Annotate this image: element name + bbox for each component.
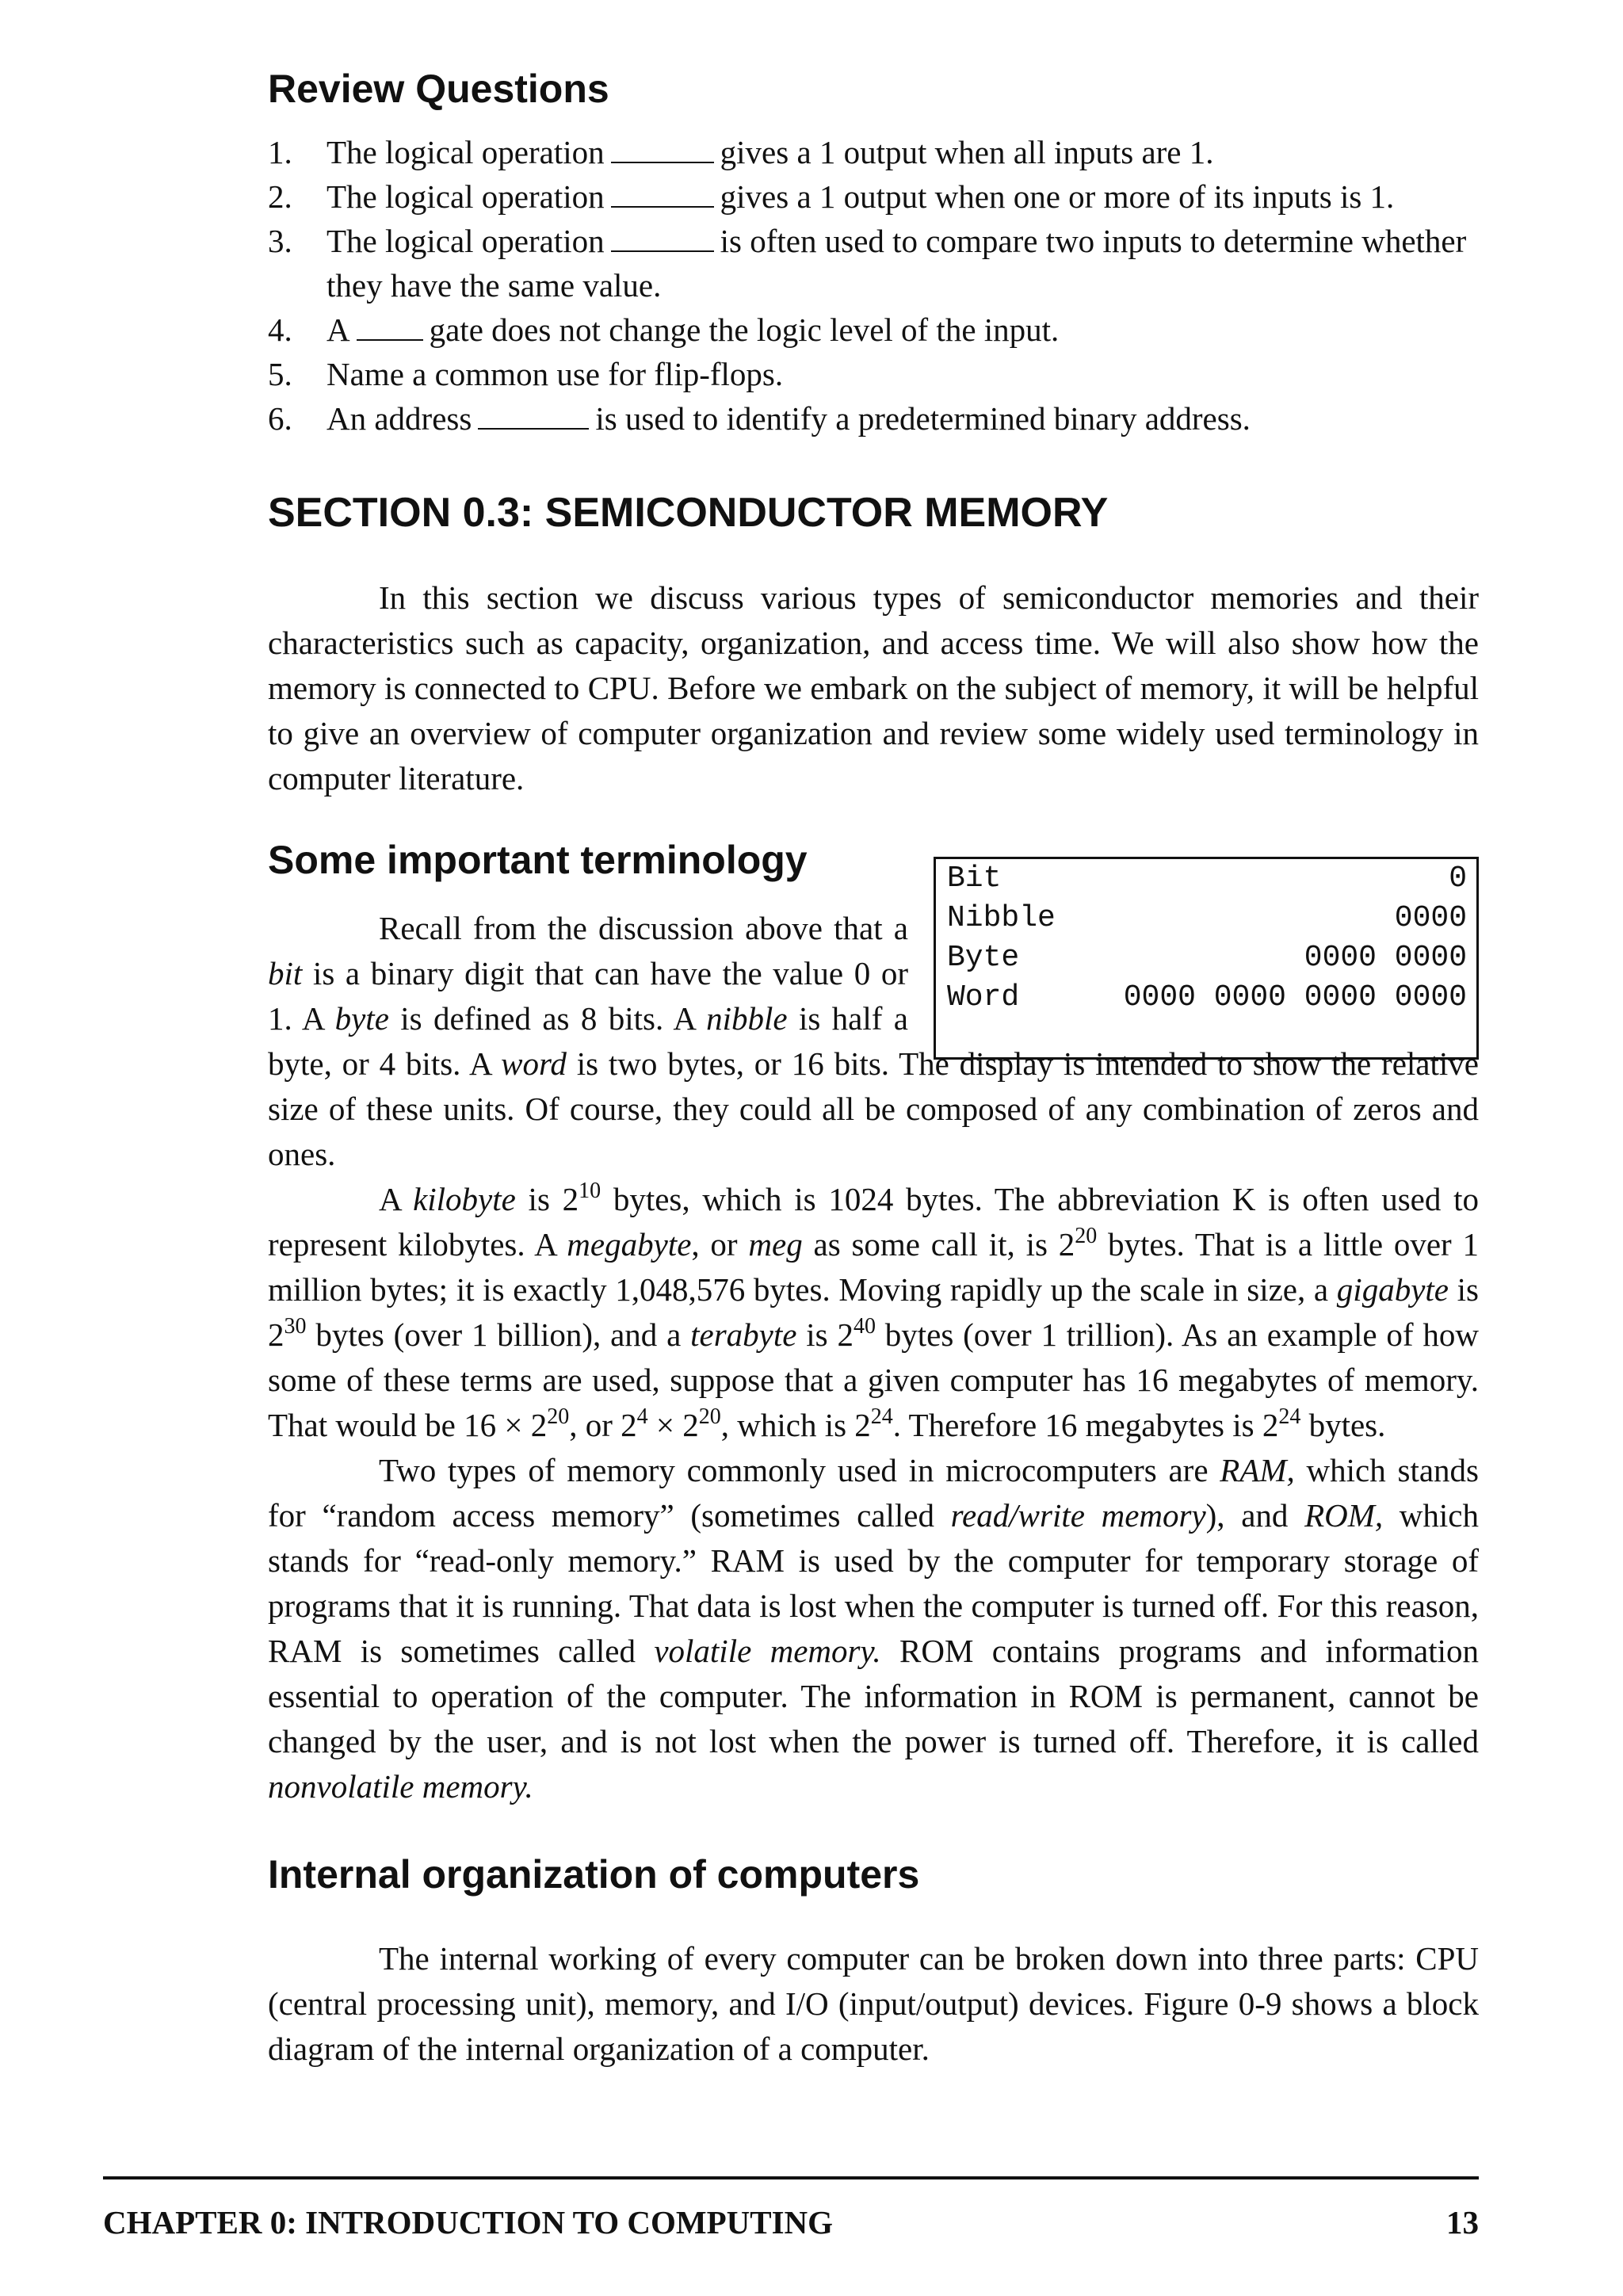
answer-blank: [611, 179, 714, 208]
word-label: Word: [947, 980, 1020, 1015]
text-run: which stands for “read-only memory.” RAM is used by the computer for temporary storage of programs that it is running. That data is lost when the computer is turned off. For this reason, RAM is sometimes called: [268, 1497, 1479, 1670]
terminology-heading: Some important terminology: [268, 838, 808, 883]
exponent: 24: [1278, 1404, 1301, 1430]
terminology-paragraph-2: [268, 1177, 1479, 1448]
question-text-b: is used to identify a predetermined binary address.: [595, 400, 1251, 437]
review-questions-heading: Review Questions: [268, 67, 609, 111]
text-run: is two bytes, or 16 bits. The display is intended to show the relative size of these units. Of course, they could all be composed of any combination of zeros and ones.: [268, 1045, 1479, 1173]
term-meg: meg: [748, 1226, 803, 1263]
question-text-b: is often used to compare two inputs to determine whether they have the same value.: [327, 223, 1467, 304]
nibble-row: [947, 899, 1467, 938]
question-text-a: The logical operation: [327, 134, 605, 170]
text-run: which stands for “random access memory” (sometimes called: [268, 1452, 1480, 1534]
exponent: 10: [579, 1179, 601, 1204]
question-number: 5.: [268, 356, 292, 392]
internal-organization-heading: Internal organization of computers: [268, 1852, 920, 1897]
exponent: 20: [1075, 1224, 1098, 1249]
section-intro-paragraph: In this section we discuss various types of semiconductor memories and their characteristics such as capacity, organization, and access time. We will also show how the memory is connected to CPU. Before we embark on the subject of memory, it will be helpful to give an overview of computer organization and review some widely used terminology in computer literature.: [268, 579, 1479, 797]
bit-size-display: [934, 857, 1479, 1060]
nibble-label: Nibble: [947, 901, 1056, 936]
question-text-a: The logical operation: [327, 223, 605, 259]
term-nibble: nibble: [706, 1000, 788, 1037]
text-run: is a binary digit that can have the value 0 or 1. A: [268, 955, 908, 1037]
review-questions-list: [268, 130, 1479, 441]
text-run: bytes. That is a little over 1 million bytes; it is exactly 1,048,576 bytes. Moving rapidly up the scale in size, a: [268, 1226, 1479, 1308]
question-number: 3.: [268, 223, 292, 259]
exponent: 20: [547, 1404, 570, 1430]
answer-blank: [357, 312, 423, 341]
review-question-6: [268, 396, 1479, 441]
answer-blank: [478, 401, 589, 430]
review-question-5: [268, 352, 1479, 396]
exponent: 20: [698, 1404, 721, 1430]
text-run: A: [379, 1181, 414, 1218]
text-run: is defined as 8 bits. A: [388, 1000, 707, 1037]
term-megabyte: megabyte: [567, 1226, 692, 1263]
review-question-4: [268, 308, 1479, 352]
term-ram: RAM,: [1220, 1452, 1295, 1489]
text-run: is half a byte, or 4 bits. A: [268, 1000, 909, 1083]
terminology-heading-wrap: [268, 836, 902, 884]
term-volatile-memory: volatile memory.: [654, 1633, 881, 1670]
review-question-1: [268, 130, 1479, 174]
exponent: 30: [284, 1314, 307, 1339]
question-number: 6.: [268, 400, 292, 437]
exponent: 40: [853, 1314, 876, 1339]
question-text-a: Name a common use for flip-flops.: [327, 356, 784, 392]
bit-label: Bit: [947, 861, 1002, 896]
text-run: ROM contains programs and information essential to operation of the computer. The information in ROM is permanent, cannot be changed by the user, and is not lost when the power is turned off. Therefore, it is called: [268, 1633, 1479, 1760]
term-read-write-memory: read/write memory: [950, 1497, 1206, 1534]
term-nonvolatile-memory: nonvolatile memory.: [268, 1768, 533, 1805]
bit-value: 0: [1449, 861, 1467, 896]
byte-row: [947, 938, 1467, 978]
text-run: as some call it, is 2: [802, 1226, 1075, 1263]
answer-blank: [611, 223, 714, 252]
page-footer: [103, 2203, 1479, 2241]
term-gigabyte: gigabyte: [1336, 1271, 1449, 1308]
text-run: , or: [691, 1226, 749, 1263]
page-number: 13: [1446, 2204, 1479, 2241]
text-run: bytes (over 1 billion), and a: [306, 1316, 691, 1354]
text-run: Recall from the discussion above that a: [379, 910, 908, 947]
footer-rule: [103, 2176, 1479, 2179]
section-heading: SECTION 0.3: SEMICONDUCTOR MEMORY: [268, 490, 1109, 536]
term-word: word: [501, 1045, 567, 1083]
term-rom: ROM,: [1304, 1497, 1384, 1534]
text-run: is 2: [796, 1316, 854, 1354]
question-text-a: An address: [327, 400, 472, 437]
text-run: , or 2: [569, 1407, 637, 1444]
answer-blank: [611, 135, 714, 163]
question-text-a: The logical operation: [327, 178, 605, 215]
terminology-block: [268, 836, 1479, 1809]
terminology-paragraph-3: [268, 1448, 1479, 1809]
text-run: is 2: [515, 1181, 579, 1218]
term-bit: bit: [268, 955, 303, 992]
text-run: . Therefore 16 megabytes is 2: [892, 1407, 1279, 1444]
review-question-2: [268, 174, 1479, 219]
question-text-a: A: [327, 311, 350, 348]
bit-row: [947, 859, 1467, 899]
text-run: , which is 2: [720, 1407, 871, 1444]
byte-label: Byte: [947, 941, 1020, 976]
question-number: 2.: [268, 178, 292, 215]
term-kilobyte: kilobyte: [413, 1181, 516, 1218]
text-run: bytes, which is 1024 bytes. The abbreviation K is often used to represent kilobytes. A: [268, 1181, 1479, 1263]
internal-organization-paragraph: The internal working of every computer can be broken down into three parts: CPU (central processing unit), memory, and I/O (input/output) devices. Figure 0-9 shows a block diagram of the internal organization of a computer.: [268, 1940, 1479, 2068]
byte-value: 0000 0000: [1304, 941, 1467, 976]
word-value: 0000 0000 0000 0000: [1123, 980, 1467, 1015]
text-run: bytes (over 1 trillion). As an example of how some of these terms are used, suppose that a given computer has 16 megabytes of memory. That would be 16 × 2: [268, 1316, 1479, 1444]
question-text-b: gate does not change the logic level of the input.: [429, 311, 1060, 348]
exponent: 4: [636, 1404, 648, 1430]
text-run: is 2: [268, 1271, 1479, 1354]
nibble-value: 0000: [1394, 901, 1467, 936]
term-terabyte: terabyte: [690, 1316, 797, 1354]
question-text-b: gives a 1 output when all inputs are 1.: [720, 134, 1214, 170]
question-number: 1.: [268, 134, 292, 170]
text-run: ), and: [1205, 1497, 1305, 1534]
question-number: 4.: [268, 311, 292, 348]
term-byte: byte: [334, 1000, 389, 1037]
exponent: 24: [870, 1404, 893, 1430]
review-question-3: [268, 219, 1479, 308]
text-run: Two types of memory commonly used in microcomputers are: [379, 1452, 1220, 1489]
footer-chapter-title: CHAPTER 0: INTRODUCTION TO COMPUTING: [103, 2204, 834, 2241]
page-content: [268, 65, 1479, 2072]
word-row: [947, 978, 1467, 1018]
text-run: bytes.: [1300, 1407, 1386, 1444]
text-run: × 2: [647, 1407, 699, 1444]
question-text-b: gives a 1 output when one or more of its inputs is 1.: [720, 178, 1395, 215]
